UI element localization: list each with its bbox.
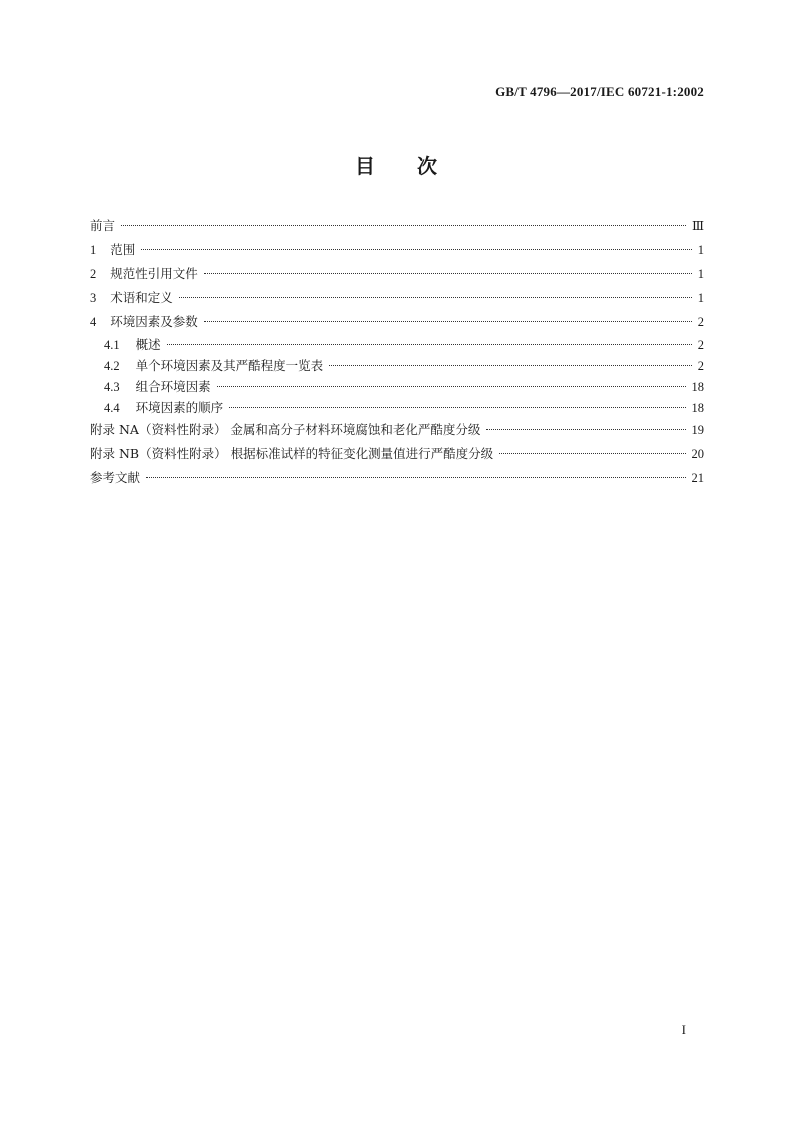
toc-entry-page: 18	[691, 401, 704, 415]
toc-entry-text: 环境因素的顺序	[135, 400, 224, 415]
toc-entry-label	[104, 397, 223, 419]
toc-entry-text: 单个环境因素及其严酷程度一览表	[135, 358, 324, 373]
toc-entry-label	[90, 262, 198, 286]
toc-entry-page: 1	[697, 243, 704, 257]
toc-dot-leader	[167, 344, 692, 345]
toc-entry-text: 概述	[135, 337, 161, 352]
toc-entry-label	[104, 376, 211, 398]
toc-entry-text: 规范性引用文件	[110, 266, 198, 281]
toc-entry-label: 附录 NA（资料性附录） 金属和高分子材料环境腐蚀和老化严酷度分级	[90, 422, 481, 437]
toc-dot-leader	[329, 365, 692, 366]
toc-entry-environmental-factors[interactable]	[90, 310, 704, 334]
toc-entry-label: 参考文献	[90, 470, 141, 485]
toc-entry-page: 19	[691, 423, 704, 437]
toc-entry-page: 2	[697, 338, 704, 352]
toc-entry-page: 20	[691, 447, 704, 461]
toc-entry-page: 21	[691, 471, 704, 485]
toc-entry-combined-factors[interactable]	[90, 376, 704, 397]
toc-entry-label	[104, 334, 161, 356]
standard-code-header: GB/T 4796—2017/IEC 60721-1:2002	[495, 84, 704, 99]
toc-entry-page: 2	[697, 359, 704, 373]
page-title-part-1: 目	[355, 154, 377, 178]
page-title-part-2: 次	[417, 154, 439, 178]
toc-dot-leader	[486, 429, 685, 430]
toc-entry-text: 范围	[110, 242, 136, 257]
toc-entry-number: 4	[90, 315, 97, 329]
toc-entry-page: 18	[691, 380, 704, 394]
toc-dot-leader	[217, 386, 686, 387]
toc-dot-leader	[141, 249, 691, 250]
toc-entry-number: 4.3	[104, 380, 120, 394]
toc-entry-label: 附录 NB（资料性附录） 根据标准试样的特征变化测量值进行严酷度分级	[90, 446, 494, 461]
toc-entry-scope[interactable]	[90, 238, 704, 262]
toc-dot-leader	[146, 477, 685, 478]
toc-entry-foreword[interactable]	[90, 214, 704, 238]
toc-entry-label	[90, 238, 135, 262]
toc-entry-number: 2	[90, 267, 97, 281]
toc-entry-page: 1	[697, 267, 704, 281]
toc-entry-text: 组合环境因素	[135, 379, 211, 394]
toc-entry-label	[90, 286, 173, 310]
toc-entry-text: 术语和定义	[110, 290, 173, 305]
toc-entry-number: 1	[90, 243, 97, 257]
toc-entry-terms-definitions[interactable]	[90, 286, 704, 310]
toc-entry-number: 4.1	[104, 338, 120, 352]
toc-entry-page: 1	[697, 291, 704, 305]
toc-entry-label: 前言	[90, 218, 116, 233]
toc-entry-overview[interactable]	[90, 334, 704, 355]
toc-entry-label	[104, 355, 323, 377]
toc-entry-single-factors-list[interactable]	[90, 355, 704, 376]
toc-entry-label	[90, 310, 198, 334]
toc-dot-leader	[204, 321, 692, 322]
toc-entry-page: Ⅲ	[691, 219, 704, 233]
table-of-contents	[90, 214, 704, 490]
toc-entry-normative-references[interactable]	[90, 262, 704, 286]
toc-entry-number: 3	[90, 291, 97, 305]
toc-entry-number: 4.4	[104, 401, 120, 415]
toc-entry-page: 2	[697, 315, 704, 329]
toc-dot-leader	[204, 273, 692, 274]
toc-entry-annex-na[interactable]	[90, 418, 704, 442]
toc-dot-leader	[121, 225, 686, 226]
toc-entry-annex-nb[interactable]	[90, 442, 704, 466]
page-title	[0, 150, 794, 179]
toc-dot-leader	[499, 453, 685, 454]
toc-dot-leader	[229, 407, 685, 408]
toc-entry-text: 环境因素及参数	[110, 314, 198, 329]
toc-dot-leader	[179, 297, 692, 298]
toc-entry-factor-sequence[interactable]	[90, 397, 704, 418]
page-number: I	[681, 1022, 686, 1037]
toc-entry-bibliography[interactable]	[90, 466, 704, 490]
toc-entry-number: 4.2	[104, 359, 120, 373]
